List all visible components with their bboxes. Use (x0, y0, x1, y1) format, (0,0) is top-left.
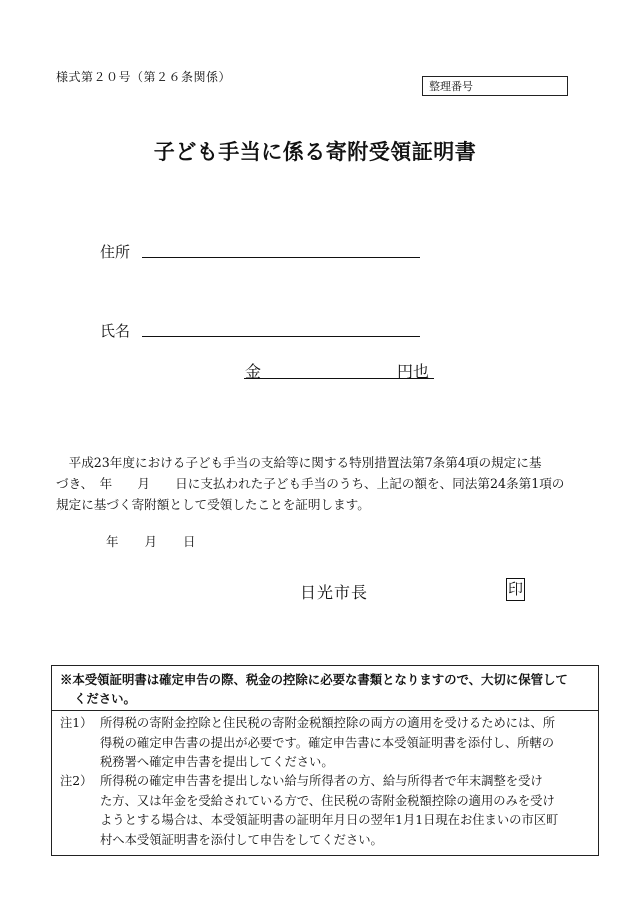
notes-box (51, 665, 599, 856)
issue-date (106, 532, 218, 550)
name-label: 氏名 (100, 322, 131, 340)
warning-line: ※本受領証明書は確定申告の際、税金の控除に必要な書類となりますので、大切に保管して (60, 672, 568, 687)
note-line: 税務署へ確定申告書を提出してください。 (100, 755, 334, 769)
mayor-signature: 日光市長 (300, 583, 369, 602)
statement-line: 平成23年度における子ども手当の支給等に関する特別措置法第7条第4項の規定に基 (56, 455, 542, 470)
date-year: 年 (106, 534, 119, 549)
note-line: 村へ本受領証明書を添付して申告をしてください。 (100, 832, 383, 847)
amount-prefix: 金 (245, 362, 262, 381)
name-line (142, 336, 420, 337)
note-line: 所得税の確定申告書を提出しない給与所得者の方、給与所得者で年末調整を受け (100, 774, 543, 788)
note-line: 所得税の寄附金控除と住民税の寄附金税額控除の両方の適用を受けるためには、所 (100, 716, 555, 730)
amount-suffix: 円也 (397, 362, 430, 381)
statement-line: づき、 年 月 日に支払われた子ども手当のうち、上記の額を、同法第24条第1項の (56, 476, 565, 491)
warning-line: ください。 (74, 691, 136, 706)
address-label: 住所 (100, 243, 131, 261)
address-line (142, 257, 420, 258)
seal-mark: 印 (506, 578, 525, 601)
amount-underline (244, 378, 434, 379)
notes-warning (52, 666, 598, 711)
date-month: 月 (144, 534, 158, 549)
form-number: 様式第２０号（第２６条関係） (56, 70, 232, 84)
reference-number-box: 整理番号 (422, 76, 568, 96)
note-label: 注1） (60, 716, 93, 730)
date-day: 日 (183, 534, 196, 549)
note-label: 注2） (60, 774, 93, 788)
note-line: た方、又は年金を受給されている方で、住民税の寄附金税額控除の適用のみを受け (100, 793, 555, 808)
note-item (60, 772, 596, 850)
note-item (60, 714, 596, 773)
statement-line: 規定に基づく寄附額として受領したことを証明します。 (56, 497, 370, 512)
certification-statement (56, 452, 580, 515)
note-line: 得税の確定申告書の提出が必要です。確定申告書に本受領証明書を添付し、所轄の (100, 735, 555, 750)
note-line: ようとする場合は、本受領証明書の証明年月日の翌年1月1日現在お住まいの市区町 (100, 813, 559, 827)
document-title: 子ども手当に係る寄附受領証明書 (153, 139, 477, 164)
